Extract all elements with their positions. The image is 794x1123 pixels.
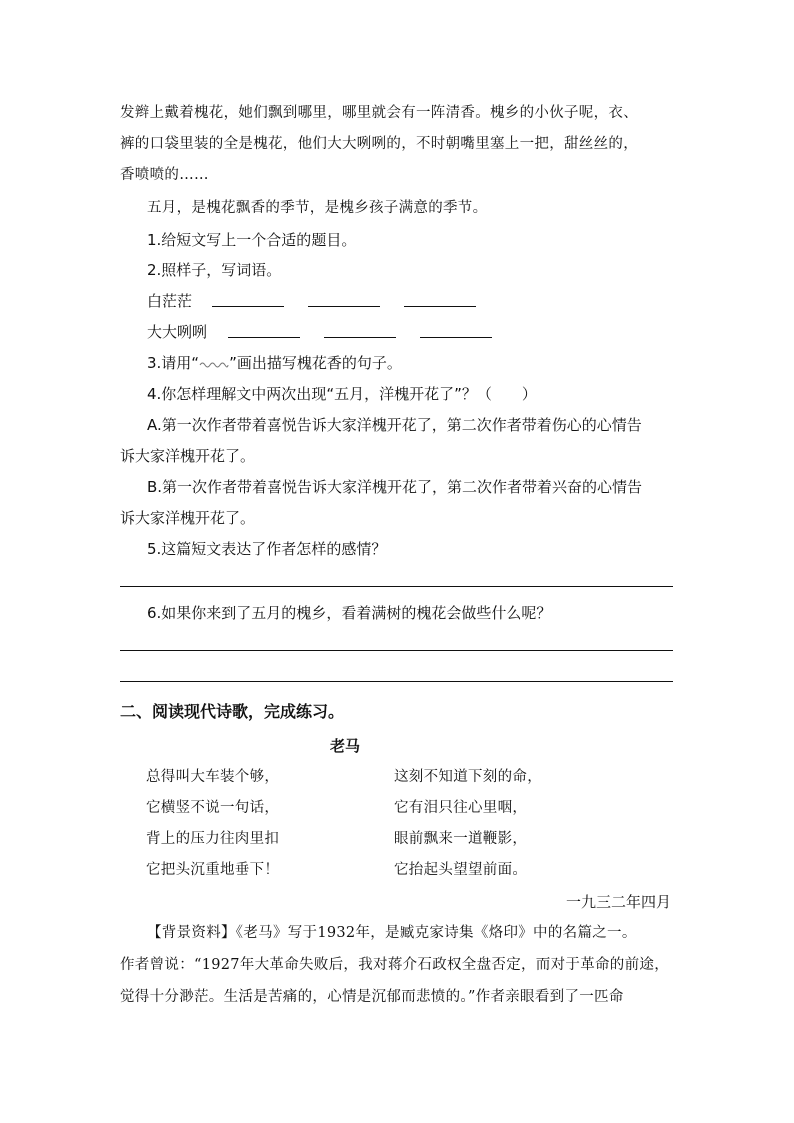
poem-line: 背上的压力往肉里扣 [146,831,280,847]
section-heading: 二、阅读现代诗歌，完成练习。 [120,702,345,721]
question-6: 6.如果你来到了五月的槐乡，看着满树的槐花会做些什么呢？ [147,604,552,622]
answer-line[interactable] [120,586,673,587]
answer-blank[interactable] [228,337,300,338]
question-3 [147,353,402,373]
question-3-text: 3.请用“ [147,354,200,372]
answer-blank[interactable] [308,306,380,307]
answer-blank[interactable] [420,337,492,338]
poem-date: 一九三二年四月 [566,893,672,911]
poem-line: 它有泪只往心里咽， [394,800,528,816]
passage-line: 香喷喷的…… [120,167,209,183]
poem-title: 老马 [330,737,361,755]
poem-line: 总得叫大车装个够， [146,769,280,785]
background-text: 作者曾说：“1927年大革命失败后，我对蒋介石政权全盘否定，而对于革命的前途， [120,957,670,973]
background-text: 觉得十分渺茫。生活是苦痛的，心情是沉郁而悲愤的。”作者亲眼看到了一匹命 [120,989,624,1005]
question-3-text: ”画出描写槐花香的句子。 [229,354,402,372]
option-b: B.第一次作者带着喜悦告诉大家洋槐开花了，第二次作者带着兴奋的心情告 [147,478,643,496]
background-text: 【背景资料】《老马》写于1932年，是臧克家诗集《烙印》中的名篇之一。 [147,925,637,941]
example-word: 大大咧咧 [147,323,208,341]
option-a: 诉大家洋槐开花了。 [120,447,256,465]
question-1: 1.给短文写上一个合适的题目。 [147,231,357,249]
poem-line: 眼前飘来一道鞭影， [394,831,528,847]
word-row [147,322,207,342]
passage-line: 五月，是槐花飘香的季节，是槐乡孩子满意的季节。 [147,200,488,216]
answer-blank[interactable] [404,306,476,307]
question-5: 5.这篇短文表达了作者怎样的感情？ [147,540,387,558]
question-4: 4.你怎样理解文中两次出现“五月，洋槐开花了”？（ ） [147,385,537,403]
answer-blank[interactable] [324,337,396,338]
answer-line[interactable] [120,681,673,682]
option-a: A.第一次作者带着喜悦告诉大家洋槐开花了，第二次作者带着伤心的心情告 [147,416,642,434]
word-row [147,291,192,311]
wavy-underline-icon [199,359,229,369]
answer-line[interactable] [120,650,673,651]
passage-line: 裤的口袋里装的全是槐花，他们大大咧咧的，不时朝嘴里塞上一把，甜丝丝的， [120,136,638,152]
passage-line: 发辫上戴着槐花，她们飘到哪里，哪里就会有一阵清香。槐乡的小伙子呢，衣、 [120,105,638,121]
poem-line: 这刻不知道下刻的命， [394,769,542,785]
question-2: 2.照样子，写词语。 [147,261,282,279]
example-word: 白茫茫 [147,292,193,310]
poem-line: 它横竖不说一句话， [146,800,280,816]
answer-blank[interactable] [212,306,284,307]
option-b: 诉大家洋槐开花了。 [120,509,256,527]
poem-line: 它把头沉重地垂下！ [146,862,280,878]
poem-line: 它抬起头望望前面。 [394,862,528,878]
